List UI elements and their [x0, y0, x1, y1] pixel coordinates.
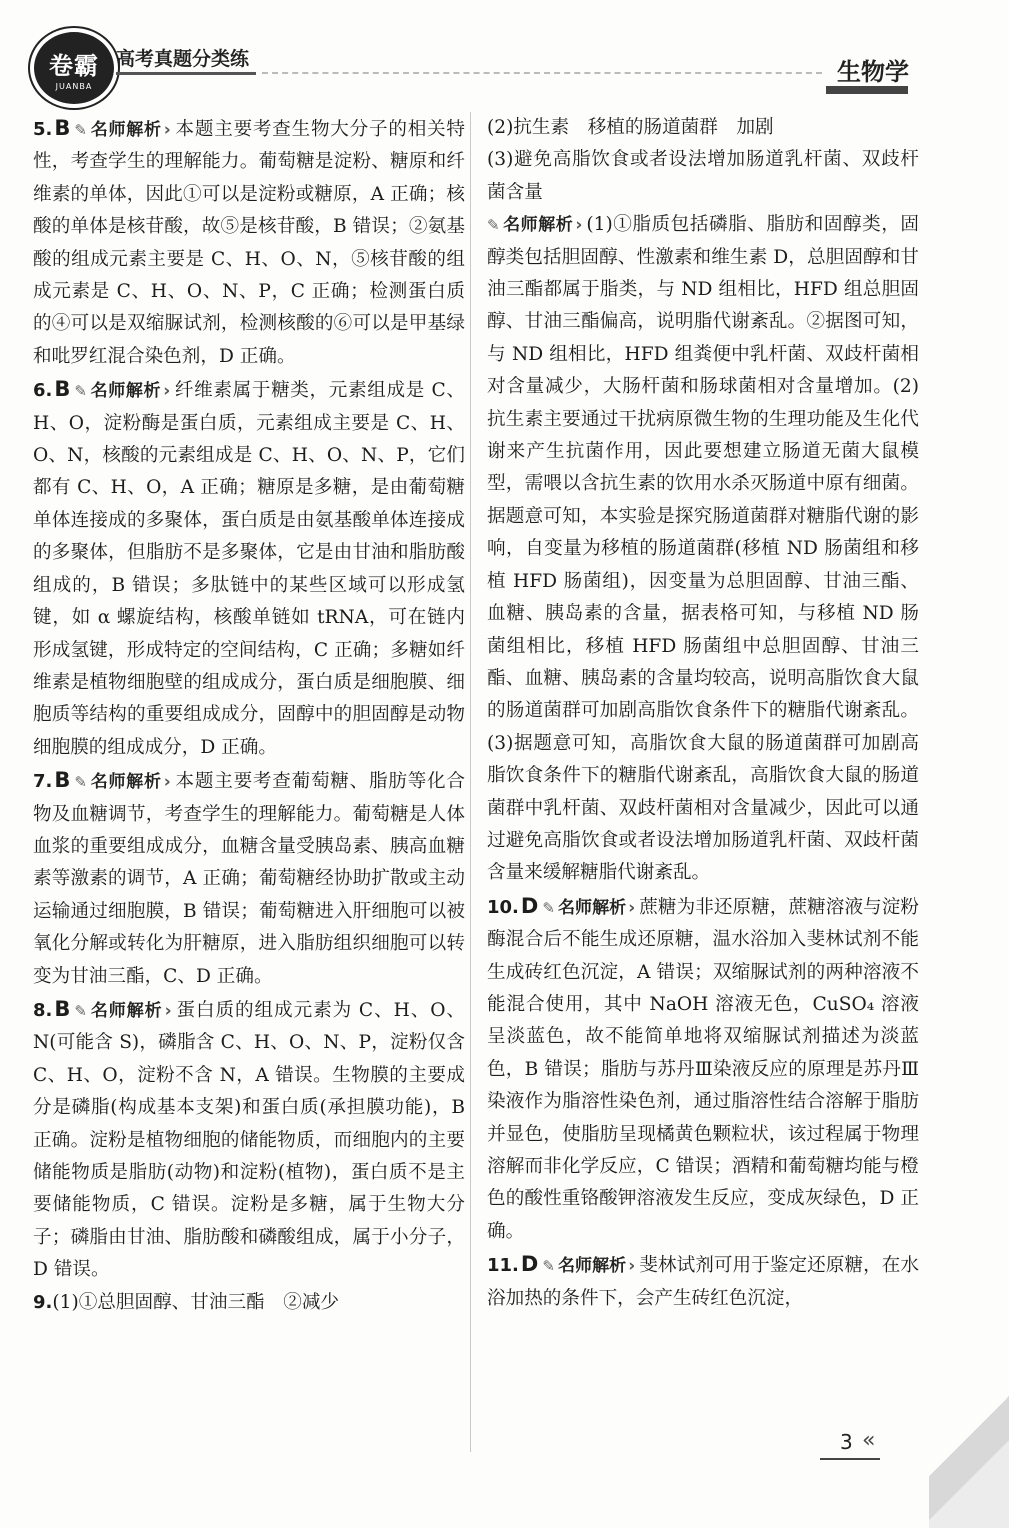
- answer-letter: B: [54, 116, 71, 140]
- answer-text: 本题主要考查生物大分子的相关特性，考查学生的理解能力。葡萄糖是淀粉、糖原和纤维素的单体，因此①可以是淀粉或糖原，A 正确；核酸的单体是核苷酸，故⑤是核苷酸，B 错误；②氨基酸的组成元素主要是 C、H、O、N，⑤核苷酸的组成元素是 C、H、O、N、P，C 正确；检测蛋白质的④可以是双缩脲试剂，检测核酸的⑥可以是甲基绿和吡罗红混合染色剂，D 正确。: [33, 119, 465, 367]
- answer-letter: B: [54, 377, 71, 402]
- footer-underline: [820, 1458, 880, 1460]
- answer-text: 本题主要考查葡萄糖、脂肪等化合物及血糖调节，考查学生的理解能力。葡萄糖是人体血浆的重要组成成分，血糖含量受胰岛素、胰高血糖素等激素的调节，A 正确；葡萄糖经协助扩散或主动运输通过细胞膜，B 错误；葡萄糖进入肝细胞可以被氧化分解或转化为肝糖原，进入脂肪组织细胞可以转变为甘油三酯，C、D 正确。: [33, 771, 465, 987]
- chevron-right-icon: ›: [164, 1000, 172, 1021]
- analysis-tag: [487, 215, 582, 235]
- question-5: [33, 112, 465, 373]
- double-chevron-left-icon: «: [862, 1428, 876, 1453]
- page-header: [0, 0, 1009, 110]
- question-9-part-2: (2)抗生素 移植的肠道菌群 加剧: [487, 117, 774, 138]
- answer-text: 蔗糖为非还原糖，蔗糖溶液与淀粉酶混合后不能生成还原糖，温水浴加入斐林试剂不能生成砖红色沉淀，A 错误；双缩脲试剂的两种溶液不能混合使用，其中 NaOH 溶液无色，CuSO₄ 溶液呈淡蓝色，故不能简单地将双缩脲试剂描述为淡蓝色，B 错误；脂肪与苏丹Ⅲ染液反应的原理是苏丹Ⅲ染液作为脂溶性染色剂，通过脂溶性结合溶解于脂肪并显色，使脂肪呈现橘黄色颗粒状，该过程属于物理溶解而非化学反应，C 错误；酒精和葡萄糖均能与橙色的酸性重铬酸钾溶液发生反应，变成灰绿色，D 正确。: [487, 896, 919, 1242]
- teacher-icon: ✎: [74, 773, 87, 792]
- analysis-tag-label: 名师解析: [89, 120, 162, 140]
- teacher-icon: ✎: [74, 382, 87, 401]
- analysis-tag: [74, 772, 170, 792]
- chevron-right-icon: ›: [628, 1256, 636, 1277]
- answer-letter: B: [54, 768, 71, 793]
- answer-text: (1)①脂质包括磷脂、脂肪和固醇类，固醇类包括胆固醇、性激素和维生素 D，总胆固醇和甘油三酯都属于脂类，与 ND 组相比，HFD 组总胆固醇、甘油三酯偏高，说明脂代谢紊乱。②据图可知，与 ND 组相比，HFD 组粪便中乳杆菌、双歧杆菌相对含量减少，大肠杆菌和肠球菌相对含量增加。(2)抗生素主要通过干扰病原微生物的生理功能及生化代谢来产生抗菌作用，因此要想建立肠道无菌大鼠模型，需喂以含抗生素的饮用水杀灭肠道中原有细菌。据题意可知，本实验是探究肠道菌群对糖脂代谢的影响，自变量为移植的肠道菌群(移植 ND 肠菌组和移植 HFD 肠菌组)，因变量为总胆固醇、甘油三酯、血糖、胰岛素的含量，据表格可知，与移植 ND 肠菌组相比，移植 HFD 肠菌组中总胆固醇、甘油三酯、血糖、胰岛素的含量均较高，说明高脂饮食大鼠的肠道菌群可加剧高脂饮食条件下的糖脂代谢紊乱。(3)据题意可知，高脂饮食大鼠的肠道菌群可加剧高脂饮食条件下的糖脂代谢紊乱，高脂饮食大鼠的肠道菌群中乳杆菌、双歧杆菌相对含量减少，因此可以通过避免高脂饮食或者设法增加肠道乳杆菌、双歧杆菌含量来缓解糖脂代谢紊乱。: [487, 214, 920, 884]
- question-10: [487, 890, 919, 1248]
- logo-sub-text: JUANBA: [55, 81, 93, 91]
- teacher-icon: ✎: [74, 1001, 87, 1020]
- question-number: 11.: [487, 1255, 519, 1277]
- analysis-tag: [74, 1001, 171, 1021]
- analysis-tag-label: 名师解析: [89, 381, 162, 402]
- question-number: 10.: [487, 896, 519, 918]
- chevron-right-icon: ›: [163, 381, 171, 402]
- question-number: 8.: [33, 999, 53, 1021]
- question-6: [33, 373, 465, 764]
- question-number: 7.: [33, 771, 53, 793]
- brand-logo: [30, 28, 118, 108]
- page-corner-decoration: [929, 1388, 1009, 1528]
- analysis-tag-label: 名师解析: [89, 1000, 163, 1021]
- page-number: 3: [840, 1430, 853, 1454]
- analysis-tag-label: 名师解析: [502, 215, 574, 236]
- answer-letter: B: [54, 996, 71, 1021]
- answer-letter: D: [520, 1252, 539, 1277]
- column-divider: [470, 112, 471, 1452]
- header-dashed-rule: [262, 72, 822, 74]
- answer-text: (1)①总胆固醇、甘油三酯 ②减少: [52, 1291, 340, 1313]
- chevron-right-icon: ›: [163, 120, 171, 140]
- question-number: 6.: [33, 380, 53, 402]
- chevron-right-icon: ›: [575, 215, 583, 236]
- question-9: [33, 1287, 465, 1319]
- question-7: [33, 764, 465, 993]
- teacher-icon: ✎: [487, 216, 500, 235]
- logo-main-text: 卷霸: [49, 51, 99, 80]
- question-8: [33, 993, 465, 1287]
- analysis-tag: [542, 898, 635, 918]
- answer-text: 纤维素属于糖类，元素组成是 C、H、O，淀粉酶是蛋白质，元素组成主要是 C、H、O、N，核酸的元素组成是 C、H、O、N、P，它们都有 C、H、O，A 正确；糖原是多糖，是由葡萄糖单体连接成的多聚体，蛋白质是由氨基酸单体连接成的多聚体，但脂肪不是多聚体，它是由甘油和脂肪酸组成的，B 错误；多肽链中的某些区域可以形成氢键，如 α 螺旋结构，核酸单链如 tRNA，可在链内形成氢键，形成特定的空间结构，C 正确；多糖如纤维素是植物细胞壁的组成成分，蛋白质是细胞膜、细胞质等结构的重要组成成分，固醇中的胆固醇是动物细胞膜的组成成分，D 正确。: [33, 380, 466, 758]
- answer-text: 蛋白质的组成元素为 C、H、O、N(可能含 S)，磷脂含 C、H、O、N、P，淀粉仅含 C、H、O，淀粉不含 N，A 错误。生物膜的主要成分是磷脂(构成基本支架)和蛋白质(承担膜功能)，B 正确。淀粉是植物细胞的储能物质，而细胞内的主要储能物质是脂肪(动物)和淀粉(植物)，蛋白质不是主要储能物质，C 错误。淀粉是多糖，属于生物大分子；磷脂由甘油、脂肪酸和磷酸组成，属于小分子，D 错误。: [33, 999, 465, 1281]
- analysis-tag-label: 名师解析: [557, 1256, 627, 1277]
- left-column: [33, 112, 465, 1319]
- question-11: [487, 1248, 919, 1315]
- question-number: 5.: [33, 119, 53, 140]
- teacher-icon: ✎: [542, 898, 555, 917]
- subject-title: 生物学: [837, 58, 909, 86]
- analysis-tag-label: 名师解析: [89, 772, 162, 793]
- teacher-icon: ✎: [74, 121, 87, 139]
- analysis-tag: [74, 120, 170, 140]
- teacher-icon: ✎: [542, 1257, 555, 1276]
- series-underline: [116, 72, 256, 75]
- analysis-tag: [542, 1256, 635, 1276]
- analysis-tag: [74, 381, 170, 401]
- question-number: 9.: [33, 1291, 53, 1313]
- question-9-part-3: (3)避免高脂饮食或者设法增加肠道乳杆菌、双歧杆菌含量: [487, 149, 919, 203]
- right-column: [487, 112, 919, 1315]
- subject-bar: [826, 86, 908, 94]
- analysis-tag-label: 名师解析: [557, 897, 627, 918]
- chevron-right-icon: ›: [628, 897, 636, 918]
- series-title: 高考真题分类练: [116, 48, 250, 70]
- chevron-right-icon: ›: [163, 772, 171, 793]
- question-9-analysis: [487, 209, 919, 890]
- answer-letter: D: [520, 893, 539, 918]
- answer-text: 斐林试剂可用于鉴定还原糖，在水浴加热的条件下，会产生砖红色沉淀，: [487, 1255, 919, 1309]
